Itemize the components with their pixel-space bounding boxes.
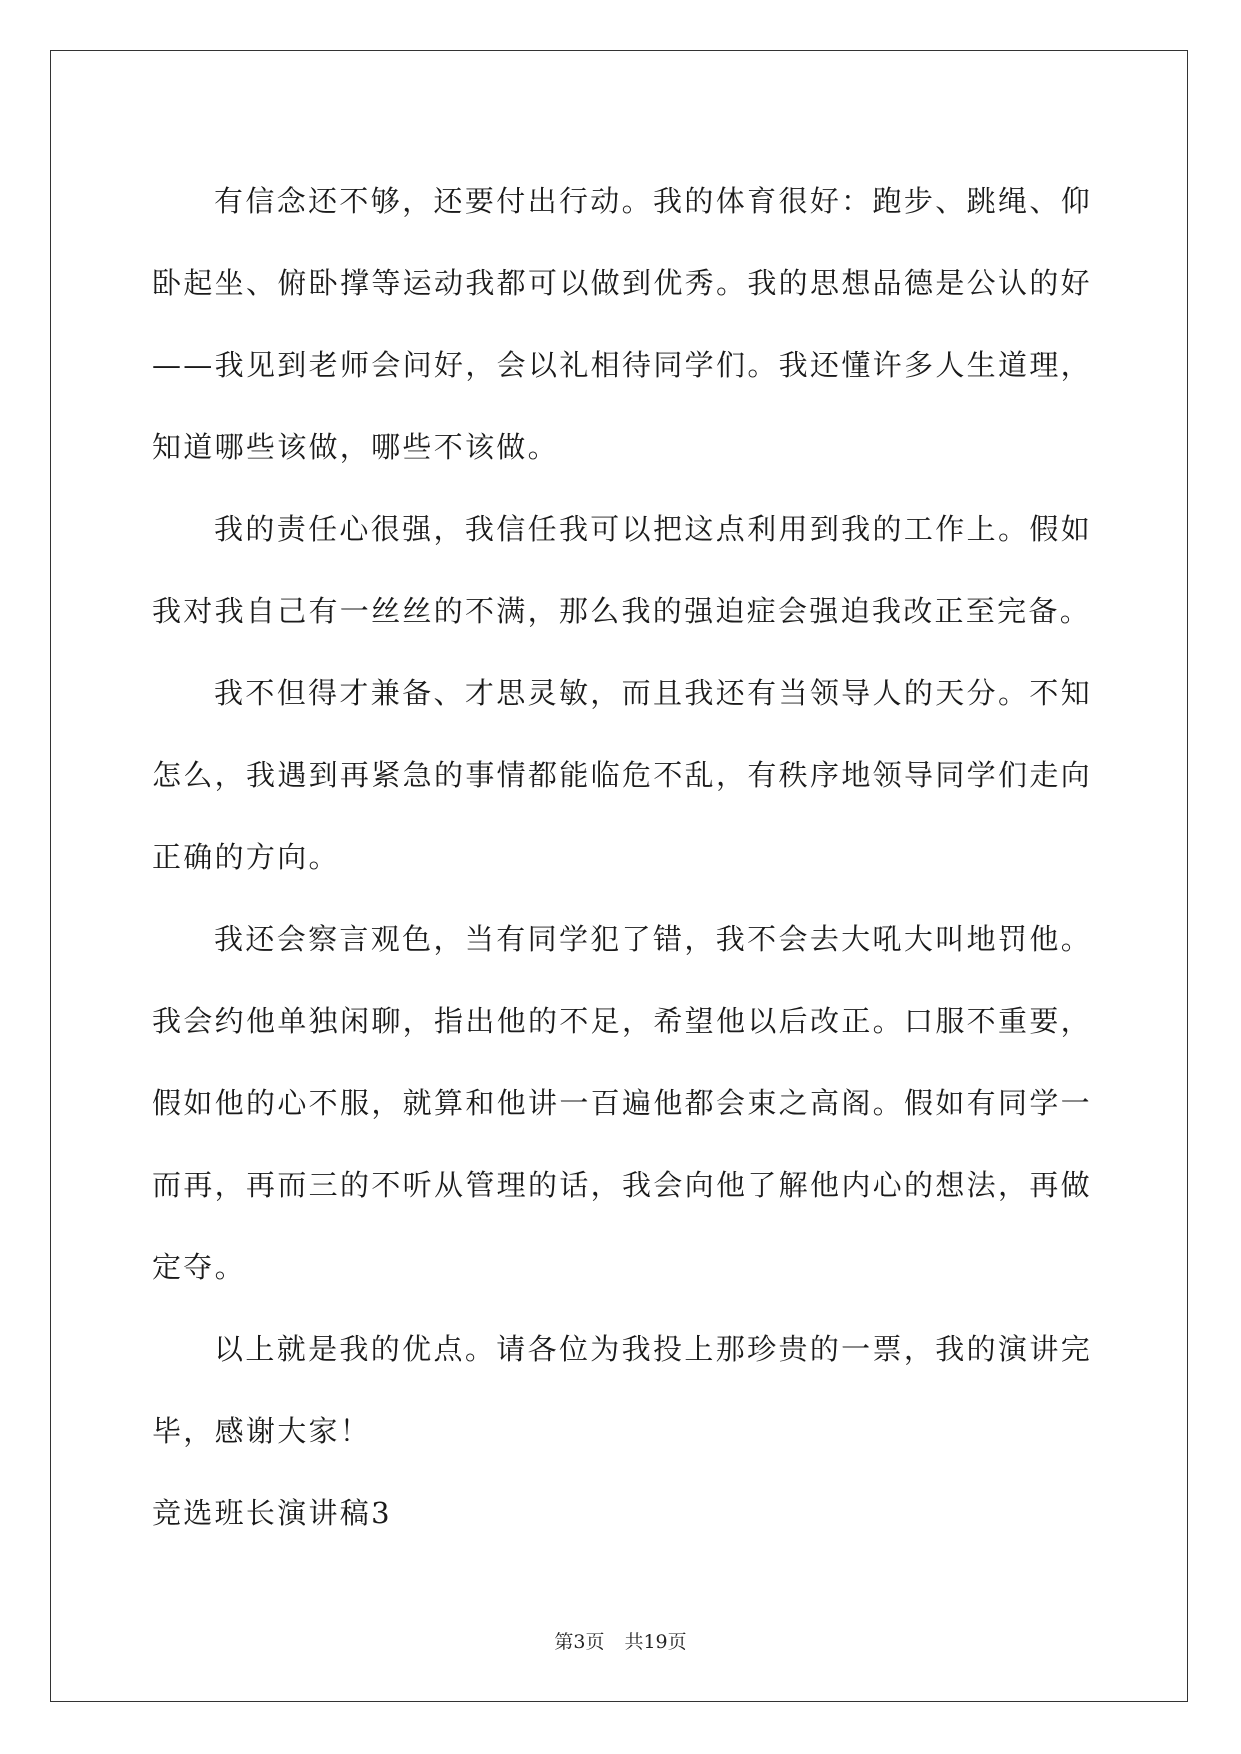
- section-heading: 竞选班长演讲稿3: [152, 1496, 392, 1530]
- page-footer: [0, 1627, 1241, 1654]
- paragraph-1: 有信念还不够，还要付出行动。我的体育很好：跑步、跳绳、仰卧起坐、俯卧撑等运动我都可以做到优秀。我的思想品德是公认的好——我见到老师会问好，会以礼相待同学们。我还懂许多人生道理，知道哪些该做，哪些不该做。: [152, 184, 1092, 464]
- page-total: 共19页: [624, 1631, 687, 1653]
- paragraph-4: 我还会察言观色，当有同学犯了错，我不会去大吼大叫地罚他。我会约他单独闲聊，指出他的不足，希望他以后改正。口服不重要，假如他的心不服，就算和他讲一百遍他都会束之高阁。假如有同学一而再，再而三的不听从管理的话，我会向他了解他内心的想法，再做定夺。: [152, 922, 1092, 1284]
- paragraph-2: 我的责任心很强，我信任我可以把这点利用到我的工作上。假如我对我自己有一丝丝的不满，那么我的强迫症会强迫我改正至完备。: [152, 512, 1092, 628]
- paragraph-3: 我不但得才兼备、才思灵敏，而且我还有当领导人的天分。不知怎么，我遇到再紧急的事情都能临危不乱，有秩序地领导同学们走向正确的方向。: [152, 676, 1092, 874]
- page-number: 第3页: [554, 1631, 605, 1653]
- document-body: [152, 160, 1092, 1554]
- paragraph-5: 以上就是我的优点。请各位为我投上那珍贵的一票，我的演讲完毕，感谢大家！: [152, 1332, 1092, 1448]
